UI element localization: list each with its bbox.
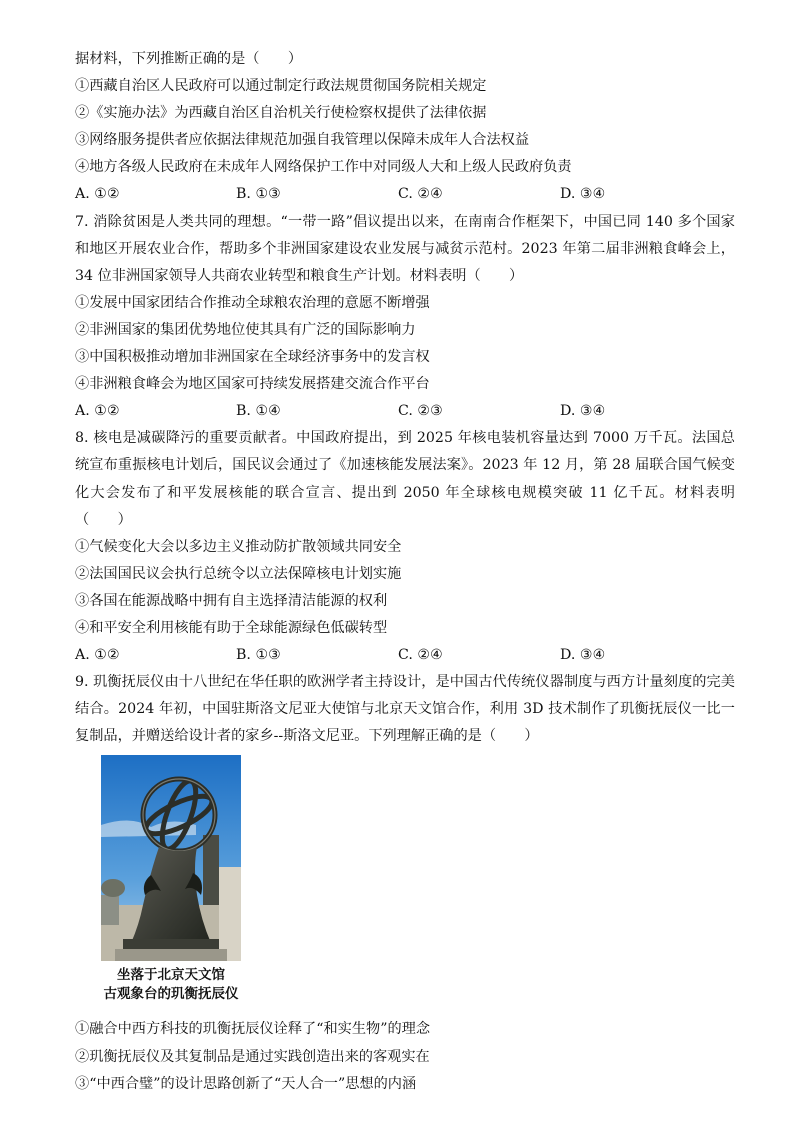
q7-option-b[interactable]: B. ①④ (236, 403, 281, 420)
q7-statement-3: ③中国积极推动增加非洲国家在全球经济事务中的发言权 (75, 349, 430, 366)
q7-options (75, 398, 735, 425)
q7-option-a[interactable]: A. ①② (75, 403, 120, 420)
q8-statement-4: ④和平安全利用核能有助于全球能源绿色低碳转型 (75, 619, 388, 636)
q8-statement-3: ③各国在能源战略中拥有自主选择清洁能源的权利 (75, 592, 388, 609)
figure-caption (96, 966, 246, 1004)
q8-option-a[interactable]: A. ①② (75, 647, 120, 664)
armillary-sphere-photo (101, 755, 241, 961)
q6-option-b[interactable]: B. ①③ (236, 186, 281, 203)
q8-option-d[interactable]: D. ③④ (560, 647, 606, 664)
q6-options (75, 181, 735, 208)
caption-line-2: 古观象台的玑衡抚辰仪 (103, 986, 239, 1003)
q8-statement-2: ②法国国民议会执行总统令以立法保障核电计划实施 (75, 565, 402, 582)
q7-statement-1: ①发展中国家团结合作推动全球粮农治理的意愿不断增强 (75, 294, 430, 311)
q6-option-d[interactable]: D. ③④ (560, 186, 606, 203)
q6-statement-1: ①西藏自治区人民政府可以通过制定行政法规贯彻国务院相关规定 (75, 78, 487, 95)
q8-statement-1: ①气候变化大会以多边主义推动防扩散领域共同安全 (75, 538, 402, 555)
q9-statement-2: ②玑衡抚辰仪及其复制品是通过实践创造出来的客观实在 (75, 1048, 430, 1065)
q8-option-b[interactable]: B. ①③ (236, 647, 281, 664)
q6-option-a[interactable]: A. ①② (75, 186, 120, 203)
q9-statements (75, 1016, 735, 1097)
q8-options (75, 642, 735, 669)
q9-statement-3: ③“中西合璧”的设计思路创新了“天人合一”思想的内涵 (75, 1075, 417, 1092)
q7-option-d[interactable]: D. ③④ (560, 403, 606, 420)
exam-page (75, 46, 735, 1098)
q6-statement-4: ④地方各级人民政府在未成年人网络保护工作中对同级人大和上级人民政府负责 (75, 159, 572, 176)
q7-statement-2: ②非洲国家的集团优势地位使其具有广泛的国际影响力 (75, 321, 416, 338)
q8-option-c[interactable]: C. ②④ (398, 647, 443, 664)
q7-option-c[interactable]: C. ②③ (398, 403, 443, 420)
caption-line-1: 坐落于北京天文馆 (117, 967, 225, 984)
q7-statement-4: ④非洲粮食峰会为地区国家可持续发展搭建交流合作平台 (75, 376, 430, 393)
q9-statement-1: ①融合中西方科技的玑衡抚辰仪诠释了“和实生物”的理念 (75, 1021, 431, 1038)
q6-statement-2: ②《实施办法》为西藏自治区自治机关行使检察权提供了法律依据 (75, 105, 487, 122)
q8-stem: 8. 核电是减碳降污的重要贡献者。中国政府提出，到 2025 年核电装机容量达到 7000 万千瓦。法国总统宣布重振核电计划后，国民议会通过了《加速核能发展法案》。2023 年 12 月，第 28 届联合国气候变化大会发布了和平发展核能的联合宣言、提出到 2050 年全球核电规模突破 11 亿千瓦。材料表明（ ） (75, 430, 735, 528)
armillary-figure (101, 755, 241, 1004)
q6-lead: 据材料，下列推断正确的是（ ） (75, 51, 303, 67)
q7-stem: 7. 消除贫困是人类共同的理想。“一带一路”倡议提出以来，在南南合作框架下，中国已同 140 多个国家和地区开展农业合作，帮助多个非洲国家建设农业发展与减贫示范村。2023 年第二届非洲粮食峰会上，34 位非洲国家领导人共商农业转型和粮食生产计划。材料表明（ ） (75, 213, 735, 284)
q9-stem: 9. 玑衡抚辰仪由十八世纪在华任职的欧洲学者主持设计，是中国古代传统仪器制度与西方计量刻度的完美结合。2024 年初，中国驻斯洛文尼亚大使馆与北京天文馆合作，利用 3D 技术制作了玑衡抚辰仪一比一复制品，并赠送给设计者的家乡--斯洛文尼亚。下列理解正确的是（ ） (75, 674, 735, 745)
q6-option-c[interactable]: C. ②④ (398, 186, 443, 203)
q6-statement-3: ③网络服务提供者应依据法律规范加强自我管理以保障未成年人合法权益 (75, 132, 530, 149)
